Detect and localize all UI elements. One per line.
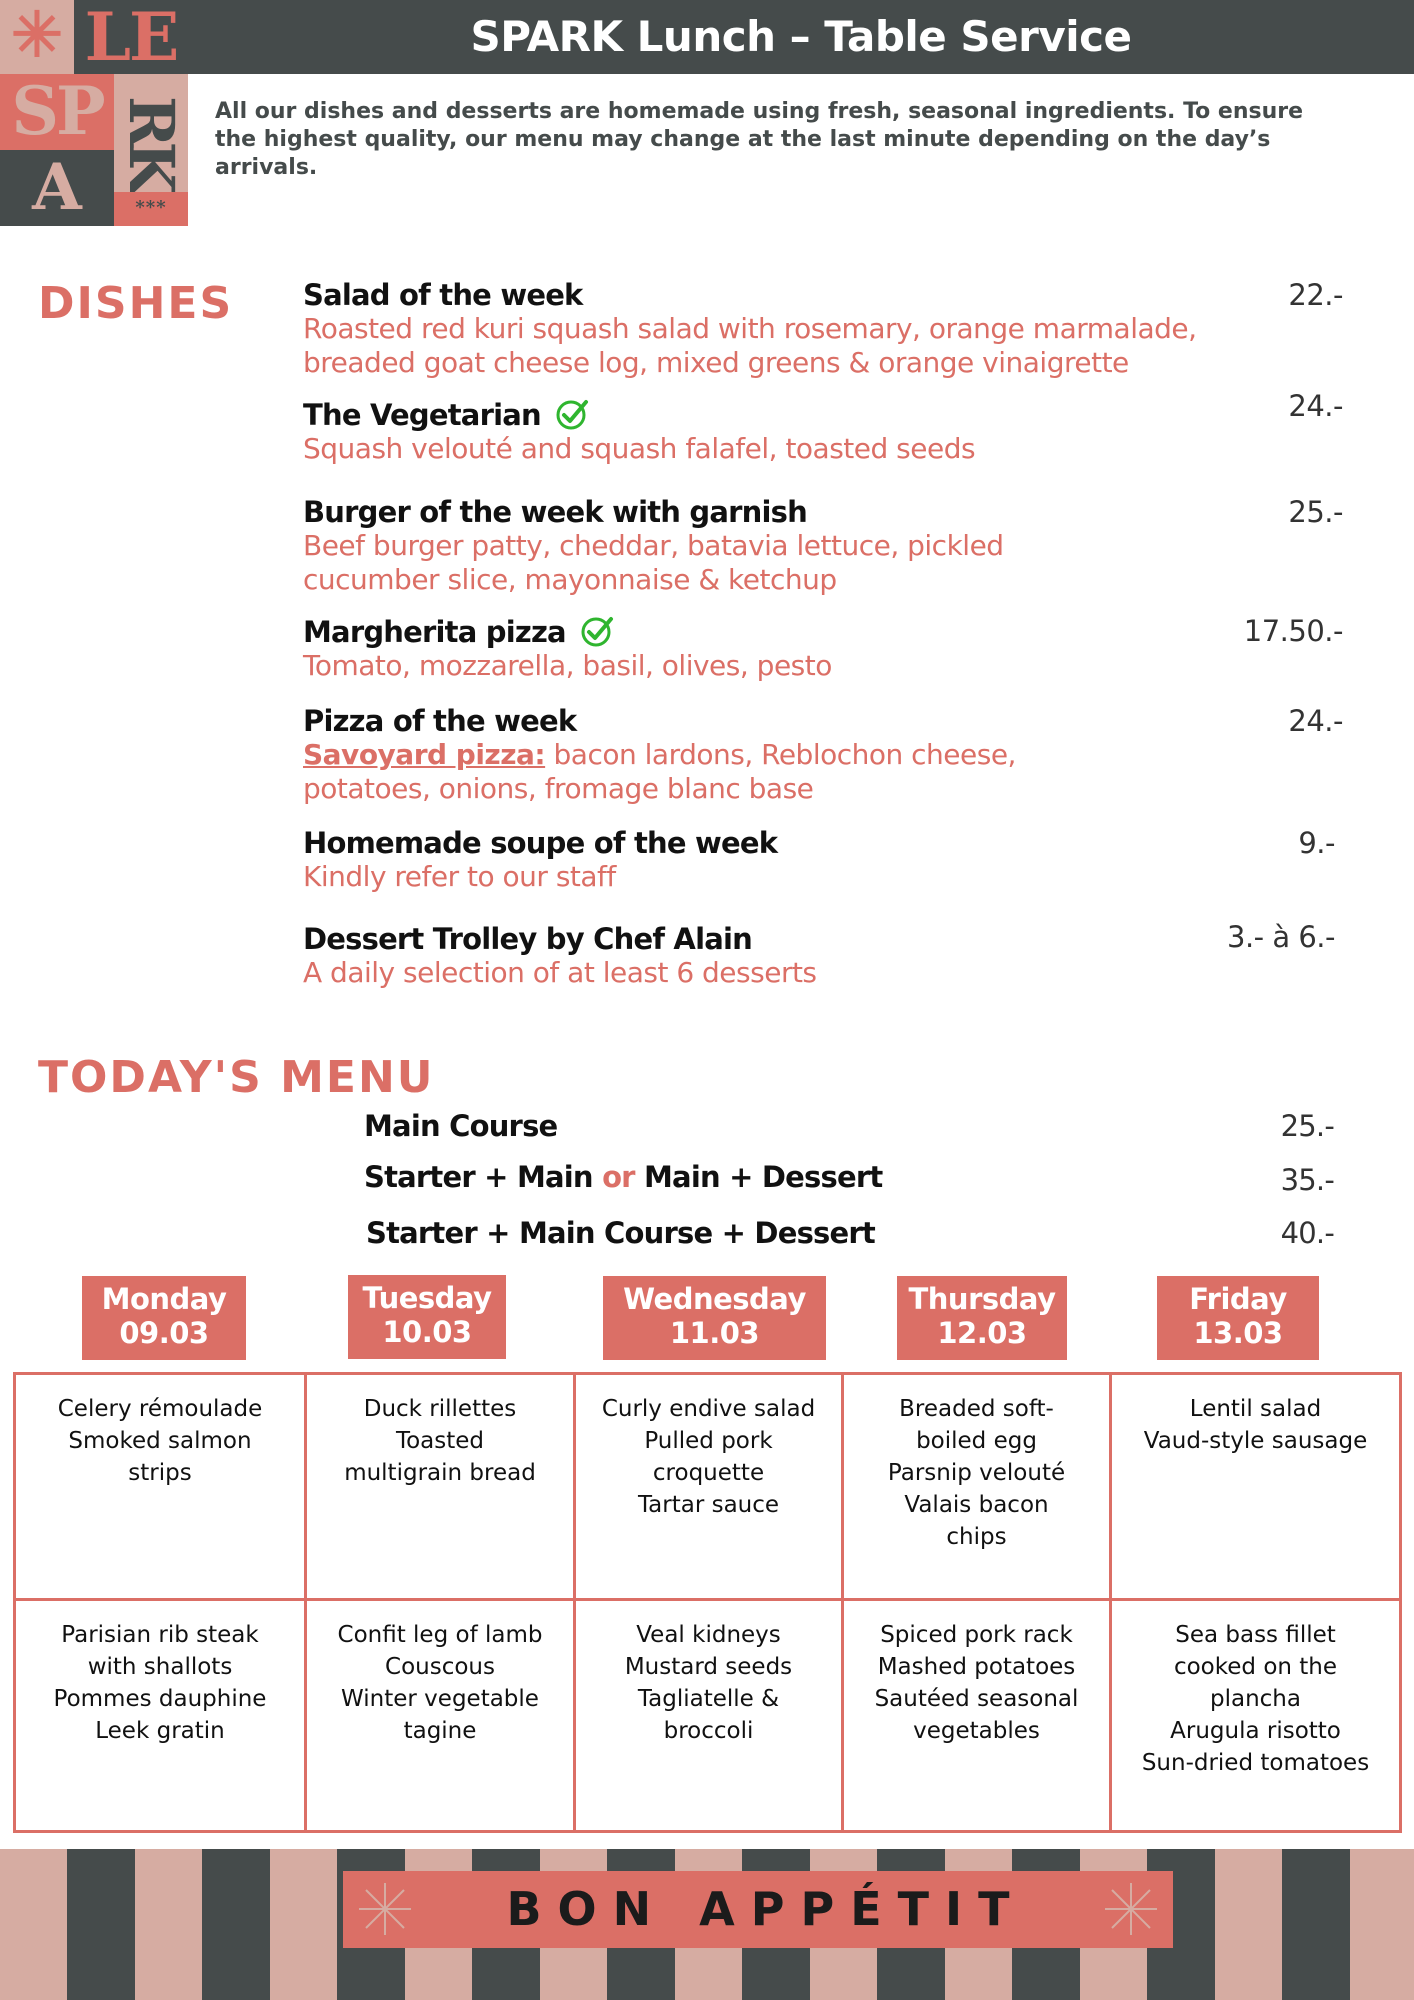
dish-description (303, 432, 1343, 466)
dish-description (303, 649, 1343, 683)
dish-price: 17.50.- (1243, 614, 1343, 648)
formula-price: 25.- (1280, 1109, 1334, 1143)
dish-price: 25.- (1288, 495, 1343, 529)
vegetarian-leaf-icon (555, 397, 589, 431)
menu-line: Couscous (385, 1654, 495, 1680)
dish-description (303, 738, 1343, 806)
starter-cell-friday (1112, 1375, 1399, 1601)
menu-line: Winter vegetable (341, 1686, 539, 1712)
menu-line: cooked on the (1173, 1654, 1338, 1680)
day-name: Tuesday (362, 1281, 492, 1315)
dish-description (303, 956, 1343, 990)
logo-stars: *** (114, 192, 188, 226)
menu-line: tagine (403, 1718, 477, 1744)
menu-line: Parisian rib steak (61, 1622, 259, 1648)
day-date: 10.03 (382, 1315, 472, 1349)
dish-name: Salad of the week (303, 278, 583, 312)
menu-line: chips (946, 1524, 1007, 1550)
menu-line: Valais bacon (904, 1492, 1049, 1518)
main-cell-wednesday (576, 1601, 844, 1830)
main-cell-friday (1112, 1601, 1399, 1830)
logo-le: LE (74, 0, 188, 74)
formula-or: or (602, 1160, 635, 1194)
dish-description (303, 312, 1343, 380)
dish-name: Dessert Trolley by Chef Alain (303, 922, 752, 956)
starter-cell-tuesday (307, 1375, 576, 1601)
page-title: SPARK Lunch – Table Service (470, 12, 1132, 61)
menu-line: Toasted (395, 1428, 485, 1454)
starter-cell-thursday (844, 1375, 1112, 1601)
menu-line: Curly endive salad (601, 1396, 816, 1422)
day-header-wednesday (603, 1276, 826, 1360)
dish-desc-line: Roasted red kuri squash salad with rosemary, orange marmalade, (303, 312, 1197, 345)
dish-name: Pizza of the week (303, 704, 577, 738)
dish-item (303, 389, 1343, 466)
menu-line: broccoli (663, 1718, 754, 1744)
day-date: 13.03 (1193, 1316, 1283, 1350)
menu-line: Mustard seeds (624, 1654, 793, 1680)
menu-line: boiled egg (916, 1428, 1037, 1454)
formula-row (366, 1216, 1336, 1250)
dish-price: 24.- (1288, 389, 1343, 423)
day-name: Wednesday (623, 1282, 806, 1316)
dish-item (303, 495, 1343, 597)
dishes-section-title: DISHES (38, 278, 234, 329)
day-header-tuesday (348, 1275, 506, 1359)
menu-line: Tartar sauce (637, 1492, 780, 1518)
logo-rk (114, 74, 188, 192)
dish-name: Burger of the week with garnish (303, 495, 807, 529)
bon-appetit-text: BON APPÉTIT (506, 1882, 1026, 1936)
dish-description (303, 529, 1343, 597)
dish-desc-line (303, 738, 1343, 772)
dish-name: Homemade soupe of the week (303, 826, 778, 860)
formula-price: 35.- (1280, 1163, 1334, 1197)
dish-name-row (303, 397, 1343, 432)
dish-desc-line: Squash velouté and squash falafel, toasted seeds (303, 432, 976, 465)
menu-line: Celery rémoulade (57, 1396, 263, 1422)
dish-desc-text: bacon lardons, Reblochon cheese, (545, 738, 1016, 771)
menu-line: Lentil salad (1189, 1396, 1322, 1422)
bon-appetit-banner (343, 1871, 1173, 1948)
main-cell-tuesday (307, 1601, 576, 1830)
menu-line: Vaud-style sausage (1143, 1428, 1368, 1454)
dish-price: 22.- (1288, 278, 1343, 312)
menu-line: croquette (652, 1460, 765, 1486)
dish-price: 9.- (1298, 826, 1335, 860)
dish-name: The Vegetarian (303, 398, 541, 432)
dish-item (303, 704, 1343, 806)
menu-line: Smoked salmon (68, 1428, 252, 1454)
dish-desc-line: cucumber slice, mayonnaise & ketchup (303, 563, 837, 596)
day-date: 11.03 (669, 1316, 760, 1350)
menu-line: Confit leg of lamb (337, 1622, 543, 1648)
dish-name: Margherita pizza (303, 615, 566, 649)
vegetarian-leaf-icon (580, 614, 614, 648)
sparkle-icon (1103, 1881, 1159, 1937)
dish-highlight: Savoyard pizza: (303, 738, 546, 771)
logo-rk-text: RK (115, 96, 188, 190)
dish-desc-line: Beef burger patty, cheddar, batavia lettuce, pickled (303, 529, 1004, 562)
formula-label: Starter + Main (364, 1160, 603, 1194)
menu-line: Parsnip velouté (887, 1460, 1066, 1486)
spark-logo (0, 0, 188, 226)
day-date: 12.03 (937, 1316, 1027, 1350)
day-header-friday (1157, 1276, 1319, 1360)
menu-line: Breaded soft- (899, 1396, 1054, 1422)
logo-a: A (0, 150, 114, 226)
dish-desc-line: potatoes, onions, fromage blanc base (303, 772, 814, 805)
menu-line: Tagliatelle & (637, 1686, 780, 1712)
formula-row (364, 1160, 1334, 1197)
dish-item (303, 278, 1343, 380)
menu-line: plancha (1210, 1686, 1301, 1712)
menu-line: Mashed potatoes (877, 1654, 1076, 1680)
menu-line: Sea bass fillet (1175, 1622, 1336, 1648)
formula-price: 40.- (1280, 1216, 1334, 1250)
menu-line: Duck rillettes (363, 1396, 517, 1422)
dish-desc-line: Tomato, mozzarella, basil, olives, pesto (303, 649, 832, 682)
starter-cell-monday (16, 1375, 307, 1601)
menu-line: Spiced pork rack (880, 1622, 1073, 1648)
dish-item (303, 826, 1343, 894)
weekly-menu-table (13, 1372, 1402, 1833)
formula-label: Main Course (364, 1109, 558, 1143)
menu-line: Pulled pork (644, 1428, 773, 1454)
main-cell-monday (16, 1601, 307, 1830)
menu-line: Leek gratin (95, 1718, 225, 1744)
day-header-monday (82, 1276, 246, 1360)
menu-line: multigrain bread (344, 1460, 536, 1486)
menu-line: Veal kidneys (636, 1622, 781, 1648)
menu-line: strips (128, 1460, 192, 1486)
main-cell-thursday (844, 1601, 1112, 1830)
formula-label: Starter + Main Course + Dessert (366, 1216, 875, 1250)
day-header-thursday (897, 1276, 1067, 1360)
dish-name-row (303, 614, 1343, 649)
menu-line: Arugula risotto (1170, 1718, 1341, 1744)
dish-price: 3.- à 6.- (1227, 920, 1335, 954)
menu-line: with shallots (87, 1654, 233, 1680)
day-name: Monday (101, 1282, 227, 1316)
title-bar (188, 0, 1414, 74)
dish-item (303, 614, 1343, 683)
menu-line: vegetables (913, 1718, 1040, 1744)
dish-desc-line: Kindly refer to our staff (303, 860, 616, 893)
day-date: 09.03 (119, 1316, 209, 1350)
formula-row (364, 1109, 1334, 1143)
day-name: Thursday (908, 1282, 1056, 1316)
day-name: Friday (1189, 1282, 1287, 1316)
starter-cell-wednesday (576, 1375, 844, 1601)
menu-line: Sun-dried tomatoes (1141, 1750, 1370, 1776)
dish-price: 24.- (1288, 704, 1343, 738)
dish-description (303, 860, 1343, 894)
sparkle-icon (357, 1881, 413, 1937)
logo-star-icon: ✳ (0, 0, 74, 74)
menu-line: Sautéed seasonal (874, 1686, 1079, 1712)
logo-sp: SP (0, 74, 114, 150)
dish-desc-line: breaded goat cheese log, mixed greens & orange vinaigrette (303, 346, 1129, 379)
dish-item (303, 922, 1343, 990)
todays-menu-section-title: TODAY'S MENU (38, 1052, 435, 1103)
dish-desc-line: A daily selection of at least 6 desserts (303, 956, 817, 989)
intro-text: All our dishes and desserts are homemade using fresh, seasonal ingredients. To ensure the highest quality, our menu may change at the last minute depending on the day’s arrivals. (215, 99, 1304, 180)
menu-line: Pommes dauphine (53, 1686, 267, 1712)
formula-label: Main + Dessert (634, 1160, 883, 1194)
